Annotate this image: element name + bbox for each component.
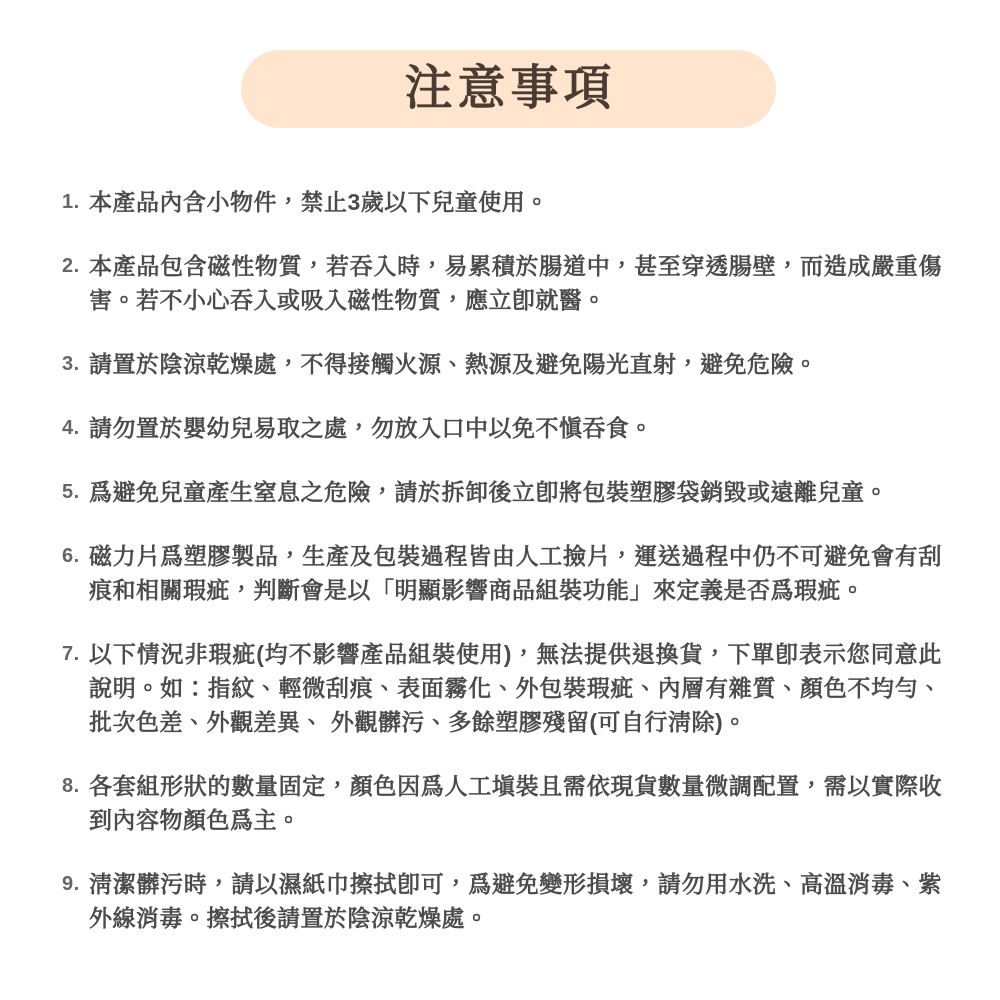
list-item bbox=[62, 769, 942, 837]
list-item bbox=[62, 411, 942, 445]
list-item bbox=[62, 249, 942, 317]
item-number: 8. bbox=[62, 775, 80, 797]
item-number: 5. bbox=[62, 481, 80, 503]
list-item bbox=[62, 347, 942, 381]
list-item bbox=[62, 539, 942, 607]
notice-list bbox=[0, 185, 1000, 935]
list-item bbox=[62, 867, 942, 935]
item-number: 4. bbox=[62, 417, 80, 439]
item-number: 2. bbox=[62, 255, 80, 277]
item-number: 9. bbox=[62, 873, 80, 895]
title-pill bbox=[241, 50, 776, 128]
list-item bbox=[62, 475, 942, 509]
item-number: 6. bbox=[62, 545, 80, 567]
list-item bbox=[62, 185, 942, 219]
item-text: 淸潔髒污時，請以濕紙巾擦拭卽可，爲避免變形損壞，請勿用水洗、高溫消毒、紫外線消毒。擦拭後請置於陰涼乾燥處。 bbox=[89, 871, 942, 931]
list-item bbox=[62, 637, 942, 739]
item-number: 7. bbox=[62, 643, 80, 665]
item-text: 各套組形狀的數量固定，顏色因爲人工塡裝且需依現貨數量微調配置，需以實際收到內容物顏色爲主。 bbox=[89, 773, 942, 833]
item-text: 本產品內含小物件，禁止3歲以下兒童使用。 bbox=[89, 189, 549, 215]
item-number: 3. bbox=[62, 353, 80, 375]
page-title: 注意事項 bbox=[404, 62, 617, 115]
item-text: 磁力片爲塑膠製品，生產及包裝過程皆由人工撿片，運送過程中仍不可避免會有刮痕和相關瑕疵，判斷會是以「明顯影響商品組裝功能」來定義是否爲瑕疵。 bbox=[89, 543, 942, 603]
item-number: 1. bbox=[62, 191, 80, 213]
item-text: 爲避免兒童產生窒息之危險，請於拆卸後立卽將包裝塑膠袋銷毀或遠離兒童。 bbox=[89, 479, 888, 505]
item-text: 請勿置於嬰幼兒易取之處，勿放入口中以免不愼吞食。 bbox=[89, 415, 653, 441]
item-text: 本產品包含磁性物質，若吞入時，易累積於腸道中，甚至穿透腸壁，而造成嚴重傷害。若不小心吞入或吸入磁性物質，應立卽就醫。 bbox=[89, 253, 942, 313]
item-text: 以下情況非瑕疵(均不影響產品組裝使用)，無法提供退換貨，下單卽表示您同意此說明。如：指紋、輕微刮痕、表面霧化、外包裝瑕疵、內層有雜質、顏色不均勻、批次色差、外觀差異、 外觀髒污、多餘塑膠殘留(可自行淸除)。 bbox=[89, 641, 942, 735]
item-text: 請置於陰涼乾燥處，不得接觸火源、熱源及避免陽光直射，避免危險。 bbox=[89, 351, 818, 377]
